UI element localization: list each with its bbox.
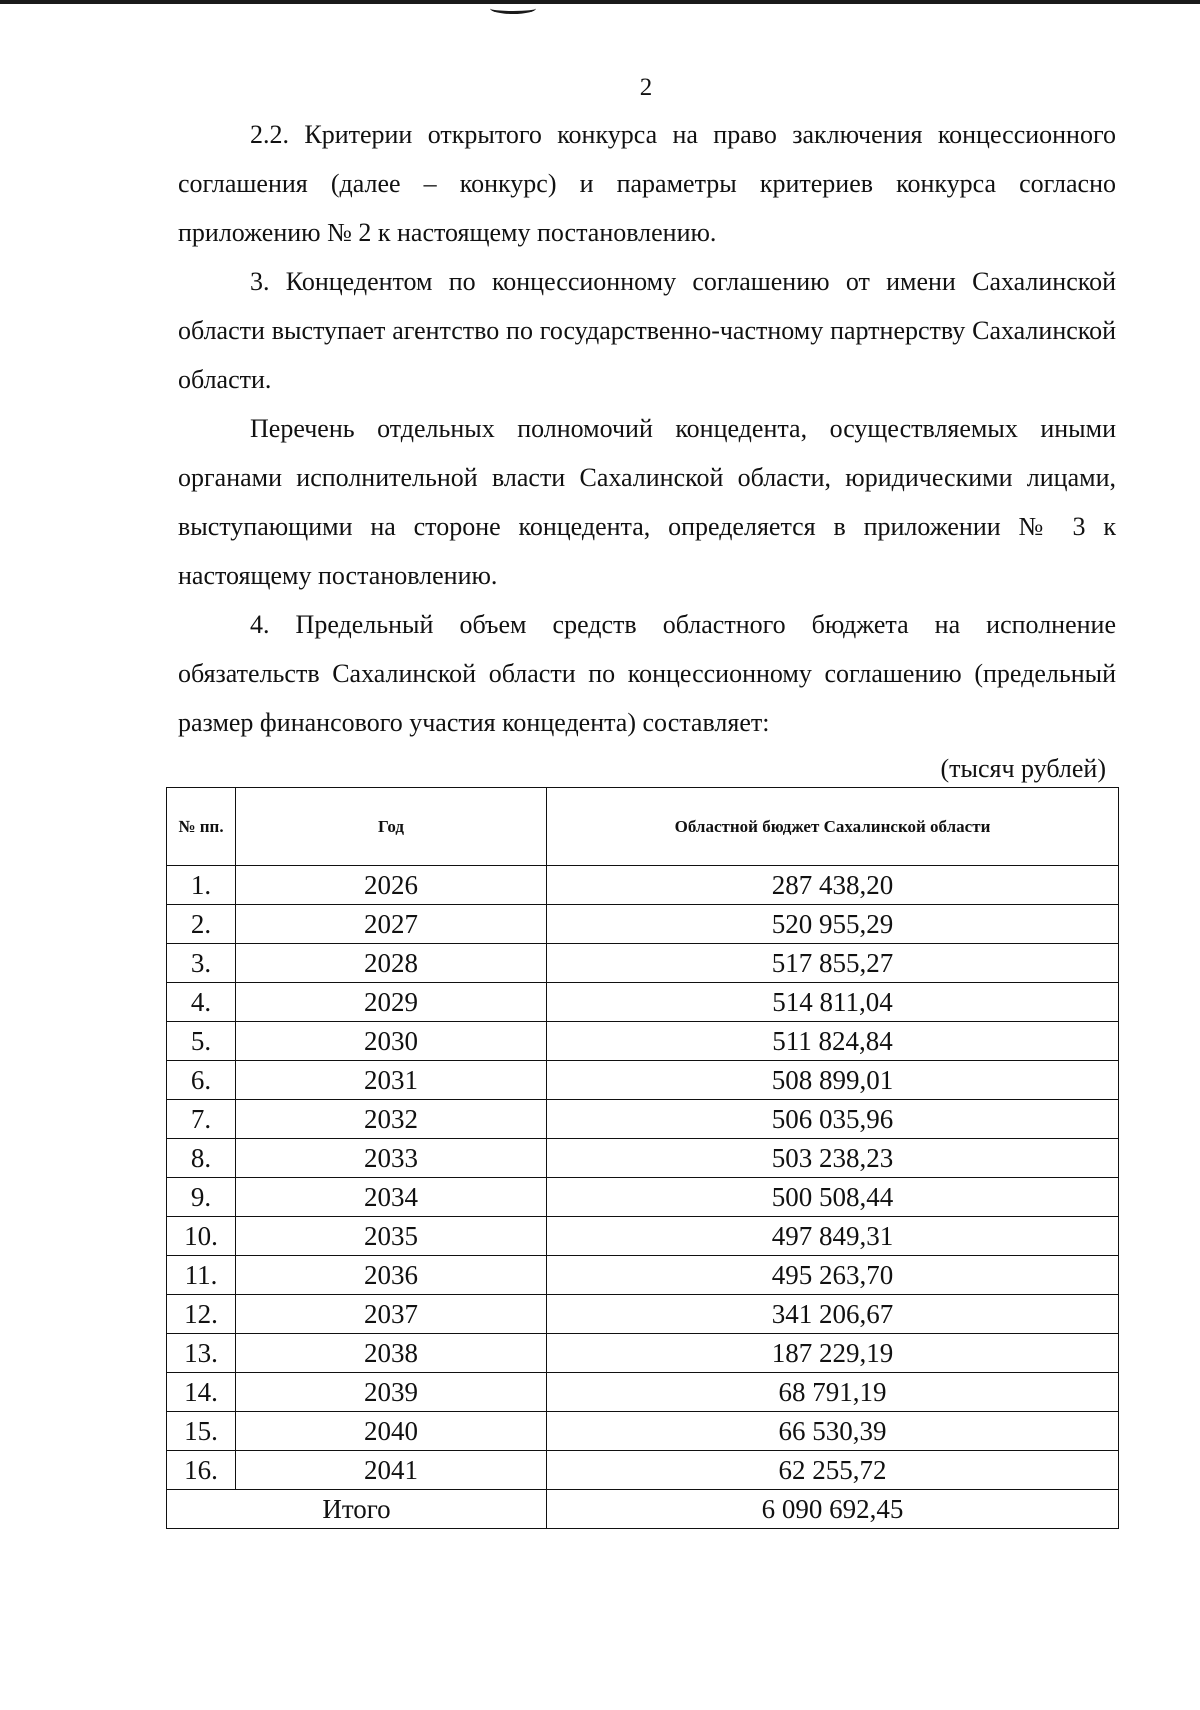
row-number-cell: 3. [167, 944, 236, 983]
row-number-cell: 15. [167, 1412, 236, 1451]
row-number-cell: 9. [167, 1178, 236, 1217]
row-year-cell: 2026 [236, 866, 547, 905]
header-year: Год [236, 788, 547, 866]
header-number: № пп. [167, 788, 236, 866]
row-year-cell: 2035 [236, 1217, 547, 1256]
row-amount-cell: 495 263,70 [547, 1256, 1119, 1295]
table-row [167, 1139, 1119, 1178]
table-row [167, 983, 1119, 1022]
table-total-row [167, 1490, 1119, 1529]
row-year-cell: 2036 [236, 1256, 547, 1295]
row-year-cell: 2032 [236, 1100, 547, 1139]
table-row [167, 1373, 1119, 1412]
row-number-cell: 1. [167, 866, 236, 905]
row-number-cell: 5. [167, 1022, 236, 1061]
row-amount-cell: 511 824,84 [547, 1022, 1119, 1061]
row-amount-cell: 68 791,19 [547, 1373, 1119, 1412]
row-amount-cell: 517 855,27 [547, 944, 1119, 983]
row-amount-cell: 497 849,31 [547, 1217, 1119, 1256]
row-year-cell: 2038 [236, 1334, 547, 1373]
table-row [167, 1061, 1119, 1100]
row-year-cell: 2040 [236, 1412, 547, 1451]
row-number-cell: 2. [167, 905, 236, 944]
table-row [167, 1022, 1119, 1061]
budget-table [166, 787, 1119, 1529]
row-number-cell: 16. [167, 1451, 236, 1490]
total-label: Итого [167, 1490, 547, 1529]
scan-staple-mark [490, 3, 536, 14]
table-row [167, 1256, 1119, 1295]
table-row [167, 1100, 1119, 1139]
row-amount-cell: 287 438,20 [547, 866, 1119, 905]
scan-top-edge [0, 0, 1200, 4]
row-number-cell: 11. [167, 1256, 236, 1295]
row-number-cell: 10. [167, 1217, 236, 1256]
row-amount-cell: 520 955,29 [547, 905, 1119, 944]
row-amount-cell: 506 035,96 [547, 1100, 1119, 1139]
row-amount-cell: 62 255,72 [547, 1451, 1119, 1490]
table-row [167, 866, 1119, 905]
row-amount-cell: 500 508,44 [547, 1178, 1119, 1217]
row-amount-cell: 341 206,67 [547, 1295, 1119, 1334]
row-year-cell: 2030 [236, 1022, 547, 1061]
row-amount-cell: 503 238,23 [547, 1139, 1119, 1178]
row-year-cell: 2029 [236, 983, 547, 1022]
table-header-row [167, 788, 1119, 866]
table-row [167, 1334, 1119, 1373]
table-row [167, 1217, 1119, 1256]
total-value: 6 090 692,45 [547, 1490, 1119, 1529]
row-amount-cell: 514 811,04 [547, 983, 1119, 1022]
row-year-cell: 2034 [236, 1178, 547, 1217]
page-number: 2 [639, 74, 653, 101]
units-note: (тысяч рублей) [940, 754, 1106, 783]
row-number-cell: 4. [167, 983, 236, 1022]
row-year-cell: 2037 [236, 1295, 547, 1334]
row-number-cell: 14. [167, 1373, 236, 1412]
paragraph-3: 3. Концедентом по концессионному соглашению от имени Сахалинской области выступает агентство по государственно-частному партнерству Сахалинской области. [178, 267, 1116, 394]
row-number-cell: 7. [167, 1100, 236, 1139]
row-year-cell: 2041 [236, 1451, 547, 1490]
row-number-cell: 12. [167, 1295, 236, 1334]
table-row [167, 1295, 1119, 1334]
row-year-cell: 2039 [236, 1373, 547, 1412]
row-year-cell: 2031 [236, 1061, 547, 1100]
row-number-cell: 8. [167, 1139, 236, 1178]
table-body [167, 866, 1119, 1490]
header-budget: Областной бюджет Сахалинской области [547, 788, 1119, 866]
row-year-cell: 2028 [236, 944, 547, 983]
paragraph-authorities-list: Перечень отдельных полномочий концедента, осуществляемых иными органами исполнительной власти Сахалинской области, юридическими лицами, выступающими на стороне концедента, определяется в приложении № 3 к настоящему постановлению. [178, 414, 1116, 590]
paragraph-4: 4. Предельный объем средств областного бюджета на исполнение обязательств Сахалинской области по концессионному соглашению (предельный размер финансового участия концедента) составляет: [178, 610, 1116, 737]
row-year-cell: 2027 [236, 905, 547, 944]
row-number-cell: 13. [167, 1334, 236, 1373]
row-amount-cell: 187 229,19 [547, 1334, 1119, 1373]
table-row [167, 944, 1119, 983]
row-number-cell: 6. [167, 1061, 236, 1100]
paragraph-2-2: 2.2. Критерии открытого конкурса на право заключения концессионного соглашения (далее – конкурс) и параметры критериев конкурса согласно приложению № 2 к настоящему постановлению. [178, 120, 1116, 247]
table-row [167, 905, 1119, 944]
row-amount-cell: 508 899,01 [547, 1061, 1119, 1100]
table-row [167, 1178, 1119, 1217]
table-row [167, 1451, 1119, 1490]
row-year-cell: 2033 [236, 1139, 547, 1178]
row-amount-cell: 66 530,39 [547, 1412, 1119, 1451]
table-row [167, 1412, 1119, 1451]
document-body [178, 110, 1116, 747]
